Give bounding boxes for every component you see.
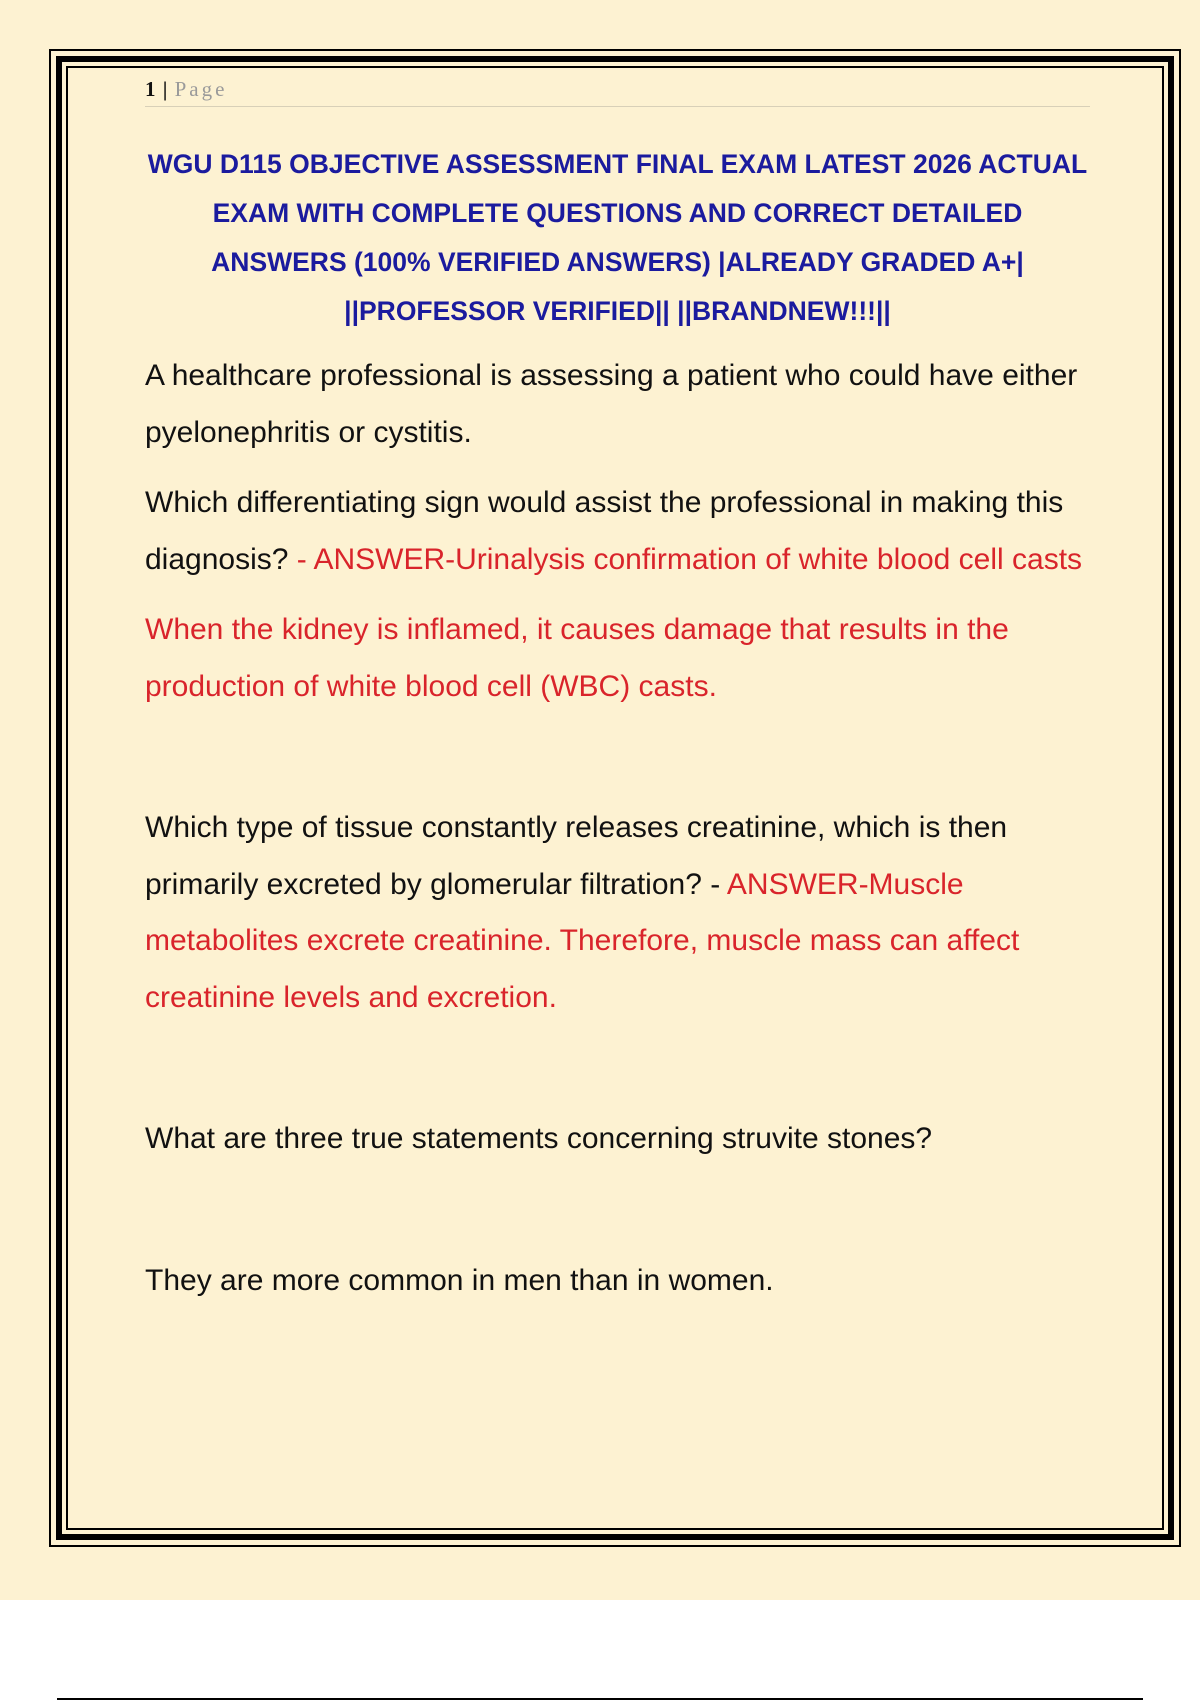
question-text: Which type of tissue constantly releases creatinine, which is then primarily excreted by glomerular filtration? - xyxy=(145,811,1008,901)
answer-text: ANSWER-Muscle metabolites excrete creatinine. Therefore, muscle mass can affect creatinine levels and excretion. xyxy=(145,867,1020,1014)
paragraph-question-3 xyxy=(145,1111,1095,1168)
paragraph-statement xyxy=(145,1253,1095,1310)
paragraph-question-2 xyxy=(145,800,1095,1026)
question-text: A healthcare professional is assessing a patient who could have either pyelonephritis or cystitis. xyxy=(145,359,1078,449)
question-text: Which differentiating sign would assist the professional in making this diagnosis? xyxy=(145,486,1064,576)
paragraph-question-1 xyxy=(145,475,1095,588)
page-label: Page xyxy=(174,77,228,101)
page-number: 1 xyxy=(145,77,156,101)
document-title: WGU D115 OBJECTIVE ASSESSMENT FINAL EXAM LATEST 2026 ACTUAL EXAM WITH COMPLETE QUESTIONS AND CORRECT DETAILED ANSWERS (100% VERIFIED ANSWERS) |ALREADY GRADED A+| ||PROFESSOR VERIFIED|| ||BRANDNEW!!!|| xyxy=(147,149,1088,326)
answer-text: - ANSWER-Urinalysis confirmation of white blood cell casts xyxy=(296,542,1083,576)
paragraph-scenario xyxy=(145,348,1095,461)
statement-text: They are more common in men than in women. xyxy=(145,1263,774,1297)
question-text: What are three true statements concerning struvite stones? xyxy=(145,1122,933,1155)
rationale-text: When the kidney is inflamed, it causes damage that results in the production of white blood cell (WBC) casts. xyxy=(145,613,1009,703)
paragraph-rationale-1 xyxy=(145,602,1095,715)
page-separator: | xyxy=(162,77,168,101)
page-header xyxy=(145,76,1090,107)
document-body xyxy=(145,348,1095,1309)
